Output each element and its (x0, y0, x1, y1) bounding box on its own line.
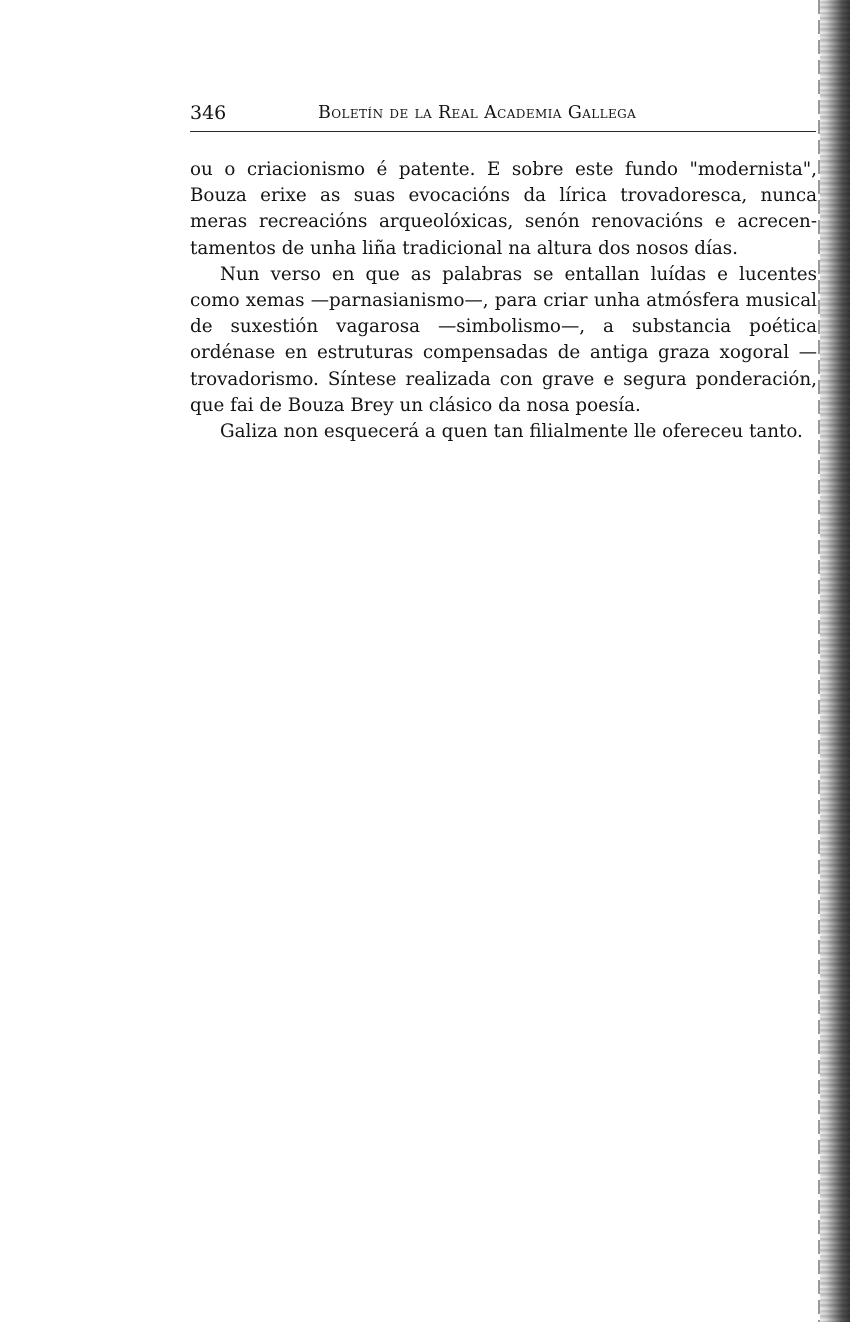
page-number: 346 (190, 102, 227, 124)
paragraph-2: Nun verso en que as palabras se entallan luídas e lucentes como xemas —parnasianismo—, para criar unha atmósfera musical de suxestión vagarosa —simbolismo—, a substancia poética ordénase en estruturas compensadas de antiga graza xogoral —trovadorismo. Síntese realizada con grave e segura ponderación, que fai de Bouza Brey un clásico da nosa poesía. (190, 263, 817, 416)
running-header-title: Boletín de la Real Academia Gallega (318, 103, 637, 123)
header-divider (190, 131, 816, 132)
body-text (190, 157, 817, 445)
paragraph-1: ou o criacionismo é patente. E sobre este fundo "modernista", Bouza erixe as suas evocacións da lírica trovadoresca, nunca meras recreacións arqueolóxicas, senón renovacións e acrecentamentos de unha liña tradicional na altura dos nosos días. (190, 159, 817, 259)
scan-binding-shadow (820, 0, 850, 1322)
paragraph-3: Galiza non esquecerá a quen tan filialmente lle ofereceu tanto. (220, 421, 803, 443)
